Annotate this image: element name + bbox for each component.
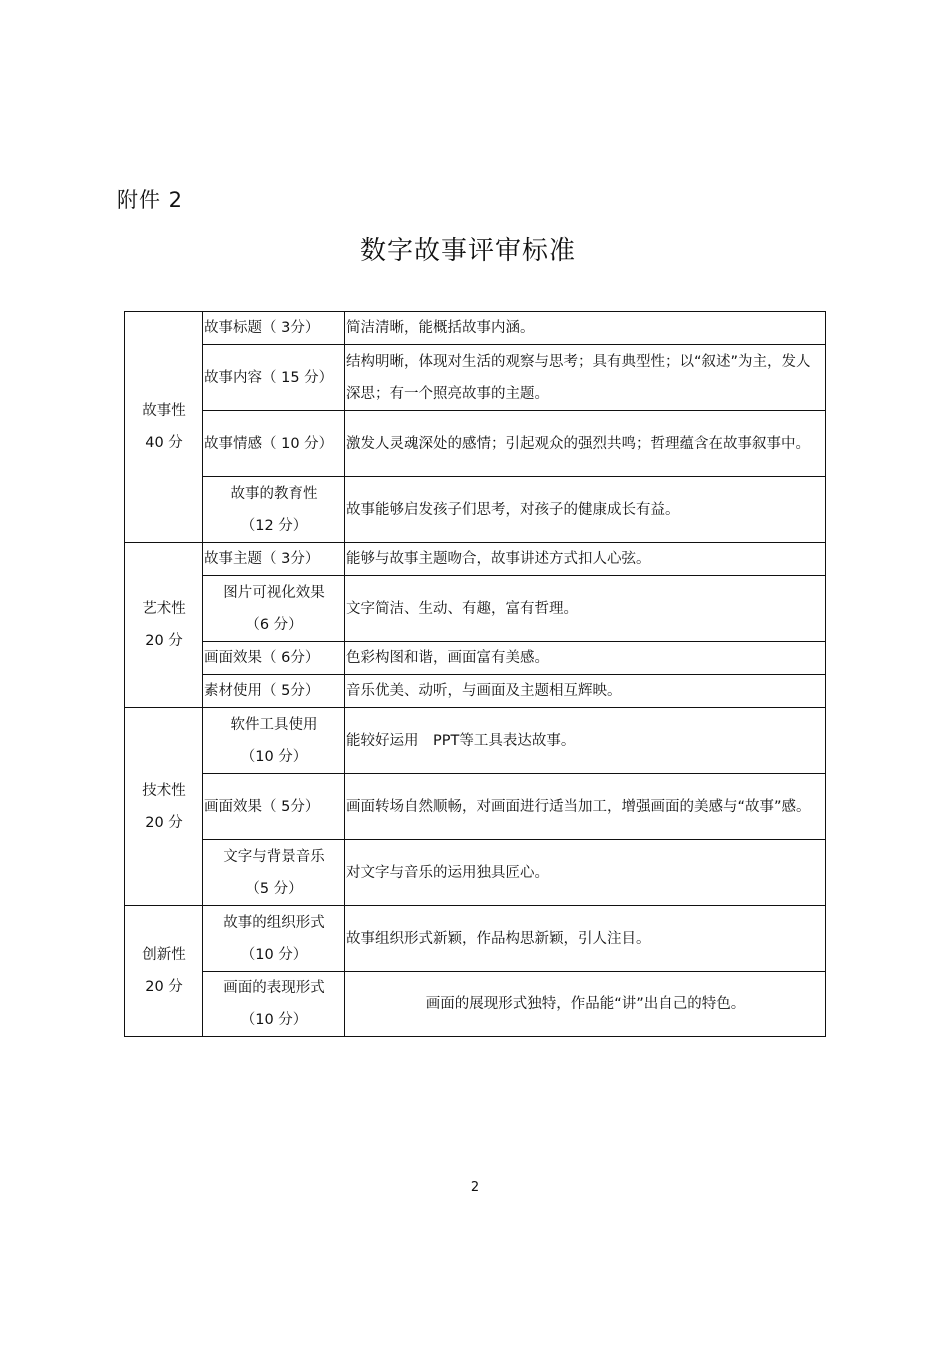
item-name: 软件工具使用 bbox=[230, 716, 318, 733]
document-title: 数字故事评审标准 bbox=[359, 236, 576, 266]
table-row bbox=[125, 576, 826, 642]
item-cell: 画面效果（ 6分） bbox=[203, 642, 345, 675]
page-number: 2 bbox=[470, 1180, 480, 1195]
table-row bbox=[125, 906, 826, 972]
description-cell: 文字简洁、生动、有趣，富有哲理。 bbox=[345, 576, 826, 642]
item-cell bbox=[203, 972, 345, 1037]
item-cell: 故事主题（ 3分） bbox=[203, 543, 345, 576]
item-score: （10 分） bbox=[240, 1012, 308, 1028]
item-score: （10 分） bbox=[240, 748, 308, 765]
description-cell: 故事组织形式新颖，作品构思新颖，引人注目。 bbox=[345, 906, 826, 972]
item-score: （6 分） bbox=[245, 616, 303, 633]
description-cell: 激发人灵魂深处的感情；引起观众的强烈共鸣；哲理蕴含在故事叙事中。 bbox=[345, 411, 826, 477]
item-name: 故事的教育性 bbox=[230, 485, 318, 502]
category-cell bbox=[125, 543, 203, 708]
description-cell: 画面的展现形式独特，作品能“讲”出自己的特色。 bbox=[345, 972, 826, 1037]
criteria-table bbox=[124, 311, 826, 1037]
description-cell: 能够与故事主题吻合，故事讲述方式扣人心弦。 bbox=[345, 543, 826, 576]
category-name: 故事性 bbox=[142, 403, 186, 419]
table-row bbox=[125, 840, 826, 906]
description-cell: 对文字与音乐的运用独具匠心。 bbox=[345, 840, 826, 906]
item-cell: 素材使用（ 5分） bbox=[203, 675, 345, 708]
category-name: 艺术性 bbox=[142, 601, 186, 617]
category-score: 20 分 bbox=[145, 633, 183, 649]
description-cell: 画面转场自然顺畅，对画面进行适当加工，增强画面的美感与“故事”感。 bbox=[345, 774, 826, 840]
category-name: 技术性 bbox=[142, 782, 186, 799]
item-cell bbox=[203, 477, 345, 543]
category-score: 40 分 bbox=[145, 435, 183, 451]
table-row bbox=[125, 543, 826, 576]
item-cell: 故事标题（ 3分） bbox=[203, 312, 345, 345]
category-name: 创新性 bbox=[142, 947, 186, 963]
table-row bbox=[125, 312, 826, 345]
item-score: （5 分） bbox=[245, 880, 303, 897]
item-cell: 画面效果（ 5分） bbox=[203, 774, 345, 840]
item-name: 文字与背景音乐 bbox=[223, 848, 325, 865]
item-name: 故事的组织形式 bbox=[223, 914, 325, 931]
category-cell bbox=[125, 312, 203, 543]
item-cell bbox=[203, 840, 345, 906]
item-name: 画面的表现形式 bbox=[223, 980, 325, 996]
item-cell: 故事内容（ 15 分） bbox=[203, 345, 345, 411]
category-score: 20 分 bbox=[145, 814, 183, 831]
category-score: 20 分 bbox=[145, 979, 183, 995]
description-cell: 色彩构图和谐，画面富有美感。 bbox=[345, 642, 826, 675]
table-row bbox=[125, 411, 826, 477]
category-cell bbox=[125, 708, 203, 906]
item-score: （12 分） bbox=[240, 517, 308, 534]
description-cell: 音乐优美、动听，与画面及主题相互辉映。 bbox=[345, 675, 826, 708]
description-cell: 能较好运用 PPT等工具表达故事。 bbox=[345, 708, 826, 774]
table-row bbox=[125, 477, 826, 543]
table-row bbox=[125, 642, 826, 675]
item-cell: 故事情感（ 10 分） bbox=[203, 411, 345, 477]
table-row bbox=[125, 774, 826, 840]
description-cell: 故事能够启发孩子们思考，对孩子的健康成长有益。 bbox=[345, 477, 826, 543]
description-cell: 简洁清晰，能概括故事内涵。 bbox=[345, 312, 826, 345]
item-score: （10 分） bbox=[240, 946, 308, 963]
table-row bbox=[125, 972, 826, 1037]
item-cell bbox=[203, 708, 345, 774]
category-cell bbox=[125, 906, 203, 1037]
item-name: 图片可视化效果 bbox=[223, 584, 325, 601]
table-row bbox=[125, 345, 826, 411]
table-row bbox=[125, 708, 826, 774]
description-cell: 结构明晰，体现对生活的观察与思考；具有典型性；以“叙述”为主，发人深思；有一个照亮故事的主题。 bbox=[345, 345, 826, 411]
annex-label: 附件 2 bbox=[117, 188, 184, 212]
item-cell bbox=[203, 576, 345, 642]
table-row bbox=[125, 675, 826, 708]
item-cell bbox=[203, 906, 345, 972]
